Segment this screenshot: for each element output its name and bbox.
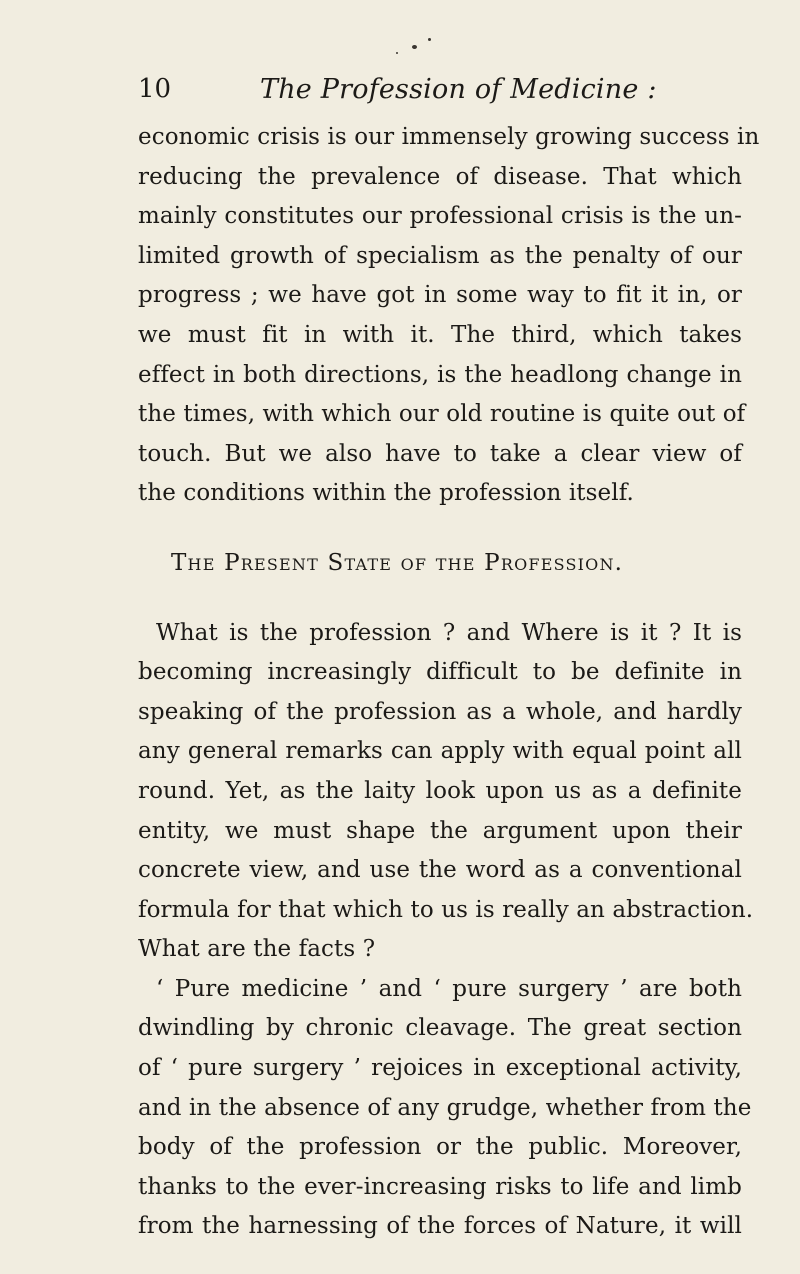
paragraph-2 — [138, 614, 754, 970]
text-line: body of the profession or the public. Moreover, — [138, 1134, 742, 1161]
text-line: entity, we must shape the argument upon their — [138, 817, 742, 844]
ink-spot — [412, 45, 417, 49]
text-line: effect in both directions, is the headlong change in — [138, 361, 742, 388]
text-line: dwindling by chronic cleavage. The great section — [138, 1015, 742, 1042]
text-line: speaking of the profession as a whole, and hardly — [138, 698, 742, 725]
text-line: touch. But we also have to take a clear view of — [138, 440, 742, 467]
text-line: mainly constitutes our professional crisis is the un- — [138, 203, 742, 230]
text-line: formula for that which to us is really an abstraction. — [138, 896, 754, 923]
ink-spot — [396, 52, 398, 54]
section-heading: The Present State of the Profession. — [171, 549, 624, 576]
text-line: round. Yet, as the laity look upon us as a definite — [138, 777, 742, 804]
text-line: What is the profession ? and Where is it ? It is — [156, 619, 742, 646]
text-line: thanks to the ever-increasing risks to life and limb — [138, 1173, 742, 1200]
text-line: limited growth of specialism as the penalty of our — [138, 242, 742, 269]
text-line: What are the facts ? — [138, 936, 376, 963]
page-number: 10 — [138, 74, 172, 104]
paragraph-1 — [138, 118, 760, 514]
running-head — [138, 74, 758, 114]
text-line: progress ; we have got in some way to fit it in, or — [138, 282, 742, 309]
text-line: any general remarks can apply with equal point all — [138, 738, 742, 765]
text-line: the times, with which our old routine is quite out of — [138, 401, 746, 428]
ink-spot — [428, 38, 431, 41]
text-line: becoming increasingly difficult to be definite in — [138, 659, 742, 686]
text-line: of ‘ pure surgery ’ rejoices in exceptional activity, — [138, 1055, 742, 1082]
text-line: the conditions within the profession itself. — [138, 480, 634, 507]
running-title: The Profession of Medicine : — [260, 74, 657, 105]
paragraph-3 — [138, 970, 752, 1247]
text-line: reducing the prevalence of disease. That which — [138, 163, 742, 190]
text-line: and in the absence of any grudge, whether from the — [138, 1094, 752, 1121]
text-line: we must fit in with it. The third, which takes — [138, 321, 742, 348]
text-line: economic crisis is our immensely growing success in — [138, 124, 760, 150]
text-line: from the harnessing of the forces of Nature, it will — [138, 1213, 742, 1240]
text-line: ‘ Pure medicine ’ and ‘ pure surgery ’ are both — [156, 975, 742, 1002]
text-line: concrete view, and use the word as a conventional — [138, 857, 742, 884]
body-text — [138, 118, 760, 1247]
